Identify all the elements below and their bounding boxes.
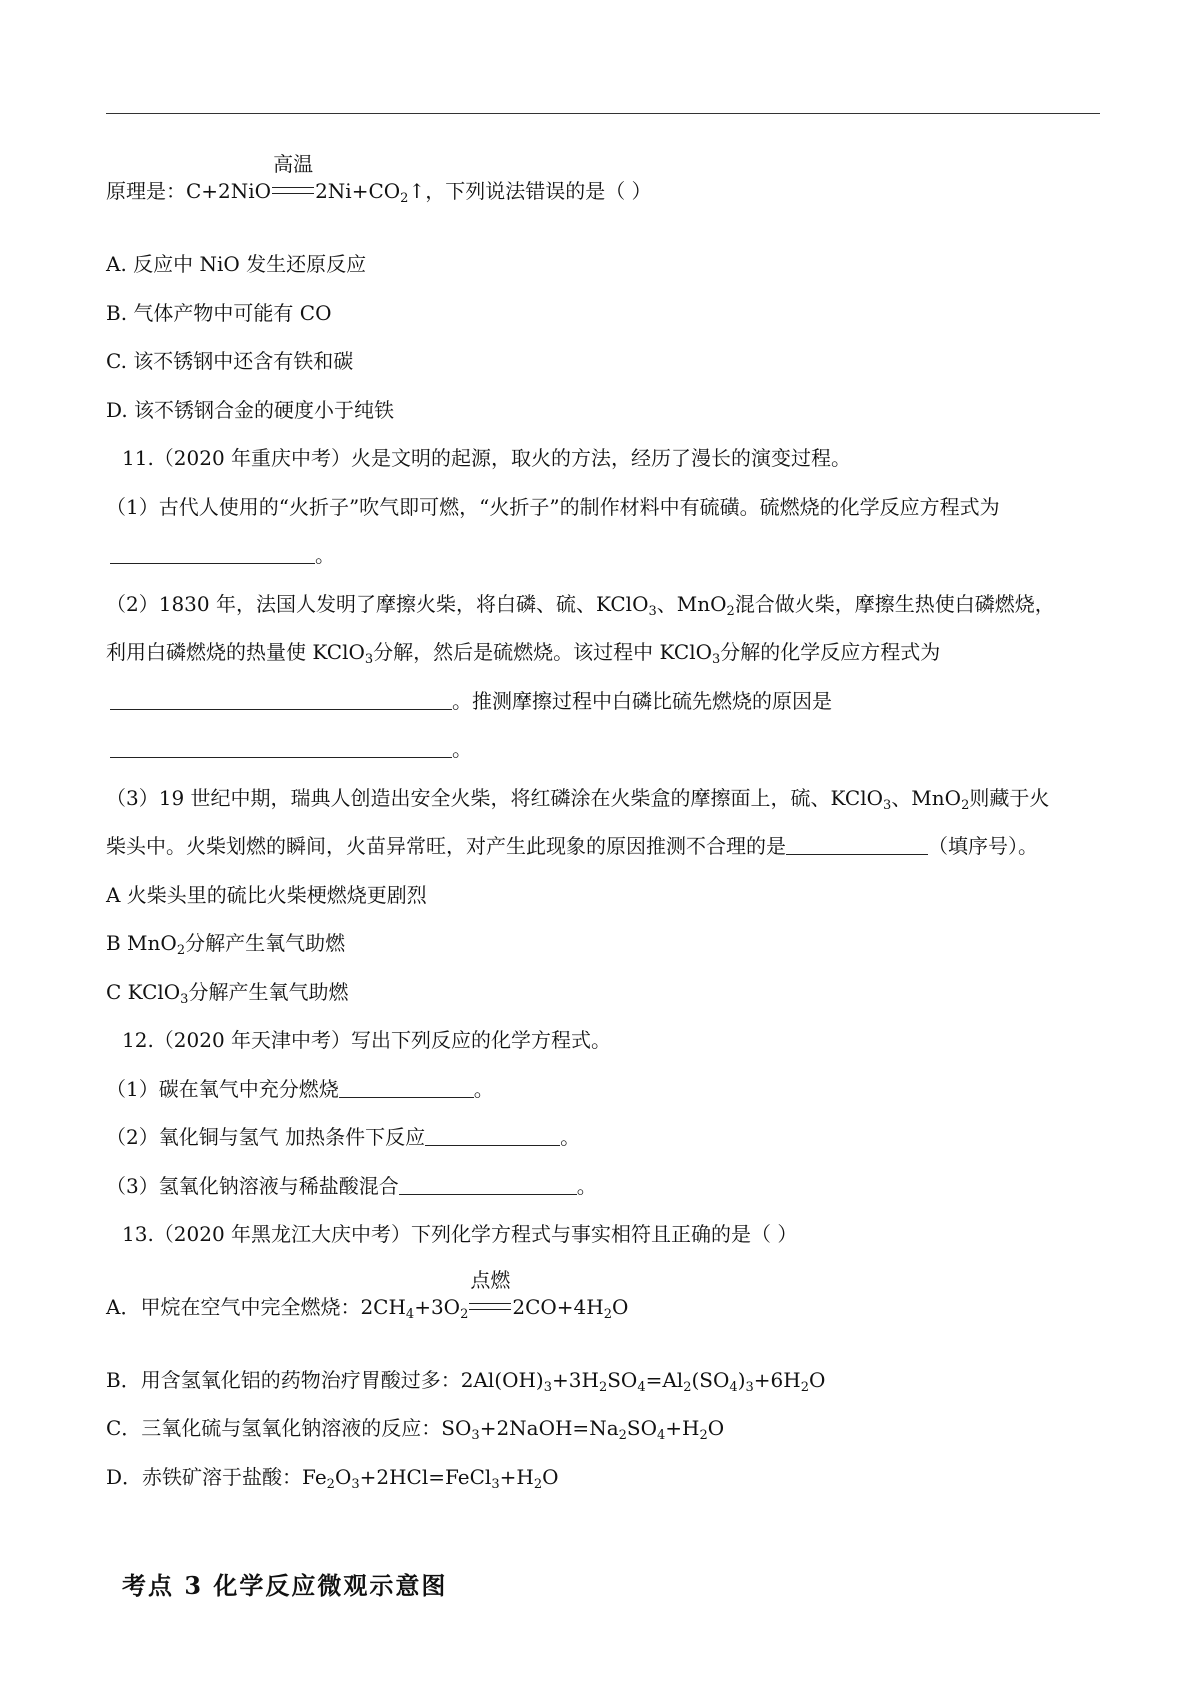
gas-arrow-icon: ↑: [408, 179, 426, 203]
q11-option-b: B MnO$_2$分解产生氧气助燃: [106, 931, 346, 958]
q10-stem: 原理是：C+2NiO 高温 $2Ni+CO_2↑$，下列说法错误的是（ ）: [106, 152, 652, 206]
q11-title: 11.（2020 年重庆中考）火是文明的起源，取火的方法，经历了漫长的演变过程。: [122, 446, 852, 470]
q13-option-a: A．甲烷在空气中完全燃烧：$2CH_4+3O_2$ 点燃 $2CO+4H_2O$: [106, 1268, 629, 1322]
q13-option-d: D．赤铁矿溶于盐酸：$Fe_2O_3+2HCl=FeCl_3+H_2O$: [106, 1465, 559, 1492]
q10-option-a: A. 反应中 NiO 发生还原反应: [106, 252, 367, 276]
answer-blank[interactable]: [786, 834, 928, 855]
q11-part3-line1: （3）19 世纪中期，瑞典人创造出安全火柴，将红磷涂在火柴盒的摩擦面上，硫、KClO$_3$、MnO$_2$则藏于火: [106, 786, 1050, 813]
q11-part2-line3: 。推测摩擦过程中白磷比硫先燃烧的原因是: [110, 688, 832, 714]
double-equals-sign: [469, 1303, 511, 1310]
answer-blank[interactable]: [110, 543, 315, 564]
q11-part2-line1: （2）1830 年，法国人发明了摩擦火柴，将白磷、硫、KClO$_3$、MnO$_2$混合做火柴，摩擦生热使白磷燃烧，: [106, 592, 1055, 619]
q11-part1-answer: 。: [110, 542, 335, 568]
q10-lead: 原理是：: [106, 179, 186, 203]
q12-part2: （2）氧化铜与氢气 加热条件下反应 。: [106, 1125, 581, 1149]
q12-part3: （3）氢氧化钠溶液与稀盐酸混合 。: [106, 1174, 597, 1198]
q10-option-c: C. 该不锈钢中还含有铁和碳: [106, 349, 354, 373]
answer-blank[interactable]: [399, 1174, 577, 1195]
condition-text: 高温: [273, 152, 314, 176]
q10-option-d: D. 该不锈钢合金的硬度小于纯铁: [106, 398, 395, 422]
answer-blank[interactable]: [110, 689, 452, 710]
q13-title: 13.（2020 年黑龙江大庆中考）下列化学方程式与事实相符且正确的是（ ）: [122, 1222, 798, 1246]
q13-option-b: B．用含氢氧化铝的药物治疗胃酸过多：$2Al(OH)_3+3H_2SO_4=Al_2(SO_4)_3+6H_2O$: [106, 1368, 826, 1395]
double-equals-sign: [272, 187, 314, 194]
q11-part1: （1）古代人使用的“火折子”吹气即可燃，“火折子”的制作材料中有硫磺。硫燃烧的化学反应方程式为: [106, 495, 1000, 519]
header-rule: [106, 113, 1100, 114]
equation-lhs: C+2NiO: [186, 179, 272, 203]
q11-option-a: A 火柴头里的硫比火柴梗燃烧更剧烈: [106, 883, 427, 907]
q11-part2-line2: 利用白磷燃烧的热量使 KClO$_3$分解，然后是硫燃烧。该过程中 KClO$_3$分解的化学反应方程式为: [106, 640, 941, 667]
reaction-condition: [271, 152, 315, 204]
q10-tail: ，下列说法错误的是（ ）: [425, 179, 652, 203]
section-heading: 考点 3 化学反应微观示意图: [122, 1571, 448, 1600]
equation-rhs: 2Ni+CO: [315, 179, 401, 203]
answer-blank[interactable]: [339, 1077, 474, 1098]
q10-option-b: B. 气体产物中可能有 CO: [106, 301, 332, 325]
reaction-condition: [468, 1268, 512, 1320]
q11-part3-line2: 柴头中。火柴划燃的瞬间，火苗异常旺，对产生此现象的原因推测不合理的是 （填序号）。: [106, 834, 1038, 858]
answer-blank[interactable]: [425, 1125, 560, 1146]
q12-part1: （1）碳在氧气中充分燃烧 。: [106, 1077, 494, 1101]
answer-blank[interactable]: [110, 737, 452, 758]
condition-text: 点燃: [470, 1268, 511, 1292]
q13-option-c: C．三氧化硫与氢氧化钠溶液的反应：$SO_3+2NaOH=Na_2SO_4+H_2O$: [106, 1416, 725, 1443]
q11-part2-line4: 。: [110, 736, 472, 762]
q12-title: 12.（2020 年天津中考）写出下列反应的化学方程式。: [122, 1028, 612, 1052]
q11-option-c: C KClO$_3$分解产生氧气助燃: [106, 980, 349, 1007]
